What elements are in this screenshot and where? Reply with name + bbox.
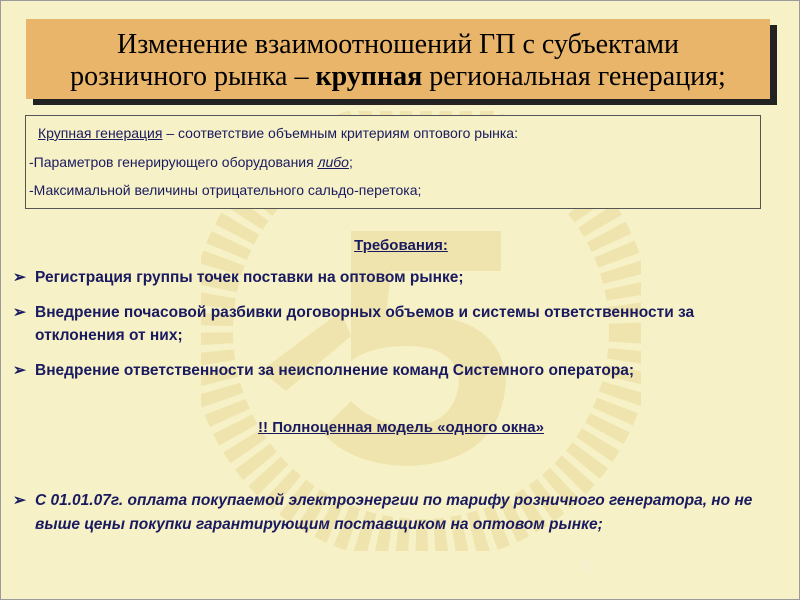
definition-point-1-end: ; [348,154,353,170]
payment-item [13,489,783,537]
arrow-bullet-icon: ➢ [13,492,26,509]
definition-point-1-text: -Параметров генерирующего оборудования [29,154,318,170]
title-line2-bold: крупная [315,61,423,92]
requirement-text: Внедрение ответственности за неисполнение команд Системного оператора; [35,362,635,379]
slide-title [26,29,770,93]
arrow-bullet-icon: ➢ [13,362,26,379]
title-line2-pre: розничного рынка – [70,61,316,92]
definition-point-2: -Максимальной величины отрицательного сальдо-перетока; [29,182,422,198]
payment-note: С 01.01.07г. оплата покупаемой электроэнергии по тарифу розничного генератора, но не выше цены покупки гарантирующим поставщиком на оптовом рынке; [35,492,753,533]
one-window-model-note: !! Полноценная модель «одного окна» [258,419,544,436]
title-banner [26,19,770,99]
requirements-heading: Требования: [354,237,448,254]
definition-point-1-emphasis: либо [317,154,349,170]
title-line1: Изменение взаимоотношений ГП с субъектами [117,29,679,60]
definition-heading [38,125,518,141]
title-line2-post: региональная генерация; [422,61,726,92]
requirement-item [13,359,783,382]
arrow-bullet-icon: ➢ [13,269,26,286]
definition-box [25,115,761,209]
definition-term: Крупная генерация [38,125,163,141]
page-number: 9 [581,557,592,577]
requirement-item [13,301,783,347]
requirement-item [13,266,783,289]
requirement-text: Внедрение почасовой разбивки договорных объемов и системы ответственности за отклонения от них; [35,304,695,344]
definition-criteria: – соответствие объемным критериям оптового рынка: [162,125,518,141]
arrow-bullet-icon: ➢ [13,304,26,321]
requirement-text: Регистрация группы точек поставки на оптовом рынке; [35,269,464,286]
definition-point-1 [29,154,353,170]
